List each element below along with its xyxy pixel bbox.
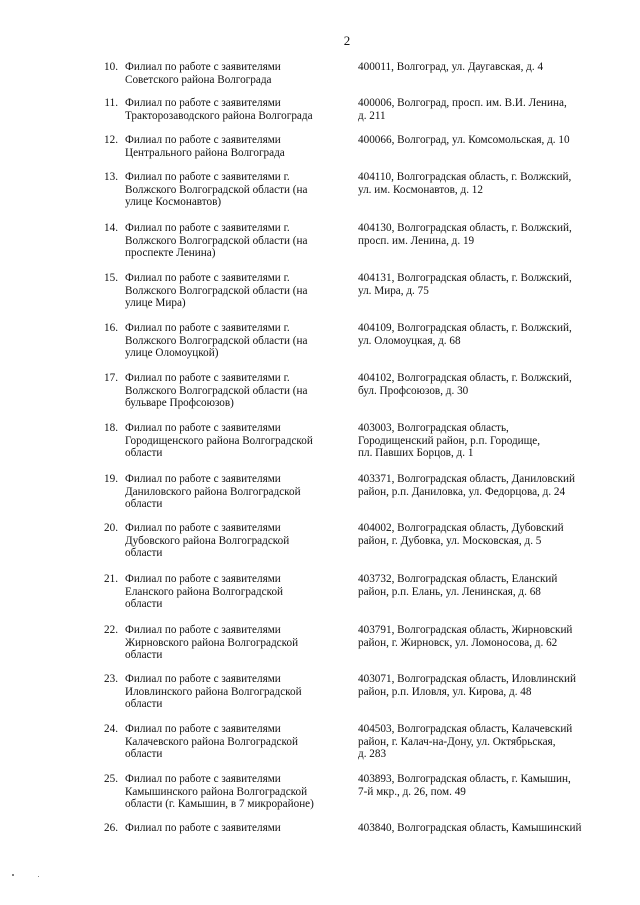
filial-address: [358, 272, 620, 297]
filial-name: [125, 773, 350, 811]
filial-address-line: 404102, Волгоградская область, г. Волжский,: [358, 372, 572, 384]
filial-address-line: 403893, Волгоградская область, г. Камышин,: [358, 773, 571, 785]
filial-name-line: области: [125, 447, 163, 460]
filial-address-line: ул. Оломоуцкая, д. 68: [358, 334, 461, 347]
filial-address-line: Городищенский район, р.п. Городище,: [358, 434, 541, 447]
filial-name-line: области (г. Камышин, в 7 микрорайоне): [125, 798, 314, 811]
filial-name-line: проспекте Ленина): [125, 247, 216, 260]
item-number: 26.: [104, 822, 118, 834]
filial-name-line: Филиал по работе с заявителями г.: [125, 222, 290, 234]
filial-address-line: район, г. Дубовка, ул. Московская, д. 5: [358, 534, 542, 547]
filial-name-line: области: [125, 547, 163, 560]
filial-name: [125, 222, 350, 260]
filial-address-line: 403371, Волгоградская область, Даниловский: [358, 473, 575, 485]
filial-name-line: Даниловского района Волгоградской: [125, 485, 301, 498]
filial-name-line: Советского района Волгограда: [125, 73, 272, 86]
filial-name-line: улице Космонавтов): [125, 196, 222, 209]
item-number: 16.: [104, 322, 118, 334]
filial-address: [358, 97, 620, 122]
filial-address-line: район, р.п. Иловля, ул. Кирова, д. 48: [358, 685, 532, 698]
filial-address: [358, 624, 620, 649]
item-number: 15.: [104, 272, 118, 284]
filial-address-line: 404002, Волгоградская область, Дубовский: [358, 522, 564, 534]
filial-address-line: 403732, Волгоградская область, Еланский: [358, 573, 558, 585]
item-number: 14.: [104, 222, 118, 234]
filial-name-line: области: [125, 698, 163, 711]
filial-name: [125, 723, 350, 761]
filial-name-line: Центрального района Волгограда: [125, 146, 285, 159]
filial-name-line: Филиал по работе с заявителями: [125, 822, 281, 834]
filial-name-line: Калачевского района Волгоградской: [125, 735, 298, 748]
filial-address: [358, 573, 620, 598]
filial-name-line: улице Оломоуцкой): [125, 347, 219, 360]
filial-address-line: 403791, Волгоградская область, Жирновский: [358, 624, 573, 636]
item-number: 22.: [104, 624, 118, 636]
filial-address-line: ул. им. Космонавтов, д. 12: [358, 183, 483, 196]
item-number: 25.: [104, 773, 118, 785]
filial-address: [358, 372, 620, 397]
filial-name: [125, 624, 350, 662]
filial-name: [125, 422, 350, 460]
filial-address-line: 400011, Волгоград, ул. Даугавская, д. 4: [358, 61, 544, 73]
filial-address: [358, 673, 620, 698]
filial-address-line: 400066, Волгоград, ул. Комсомольская, д. 10: [358, 134, 570, 146]
filial-address-line: 404110, Волгоградская область, г. Волжский,: [358, 171, 572, 183]
filial-name: [125, 522, 350, 560]
filial-name-line: Филиал по работе с заявителями: [125, 573, 281, 585]
item-number: 20.: [104, 522, 118, 534]
filial-address: [358, 473, 620, 498]
filial-name: [125, 473, 350, 511]
item-number: 23.: [104, 673, 118, 685]
filial-address-line: район, р.п. Даниловка, ул. Федорцова, д. 24: [358, 485, 566, 498]
page-number: 2: [343, 33, 351, 48]
filial-name: [125, 97, 350, 122]
filial-name-line: Филиал по работе с заявителями: [125, 473, 281, 485]
item-number: 17.: [104, 372, 118, 384]
filial-address-line: 404130, Волгоградская область, г. Волжский,: [358, 222, 572, 234]
filial-name-line: Филиал по работе с заявителями: [125, 522, 281, 534]
filial-address: [358, 322, 620, 347]
filial-address-line: ул. Мира, д. 75: [358, 284, 429, 297]
filial-name-line: Жирновского района Волгоградской: [125, 636, 299, 649]
scan-speck: [12, 874, 14, 876]
filial-address-line: 404109, Волгоградская область, г. Волжский,: [358, 322, 572, 334]
filial-address: [358, 822, 620, 835]
filial-name-line: Филиал по работе с заявителями г.: [125, 322, 290, 334]
filial-name-line: Филиал по работе с заявителями г.: [125, 171, 290, 183]
filial-name-line: Филиал по работе с заявителями: [125, 134, 281, 146]
filial-address-line: район, р.п. Елань, ул. Ленинская, д. 68: [358, 585, 541, 598]
filial-name-line: Дубовского района Волгоградской: [125, 534, 290, 547]
filial-address: [358, 723, 620, 761]
filial-name-line: улице Мира): [125, 297, 186, 310]
filial-name-line: Иловлинского района Волгоградской: [125, 685, 302, 698]
filial-name-line: Волжского Волгоградской области (на: [125, 234, 308, 247]
item-number: 12.: [104, 134, 118, 146]
item-number: 19.: [104, 473, 118, 485]
filial-address: [358, 422, 620, 460]
filial-name-line: Филиал по работе с заявителями: [125, 673, 281, 685]
filial-name: [125, 822, 350, 835]
item-number: 10.: [104, 61, 118, 73]
filial-name-line: Волжского Волгоградской области (на: [125, 183, 308, 196]
item-number: 11.: [104, 97, 118, 109]
filial-address-line: 404503, Волгоградская область, Калачевский: [358, 723, 573, 735]
filial-name: [125, 573, 350, 611]
filial-name-line: области: [125, 748, 163, 761]
filial-name: [125, 322, 350, 360]
filial-address-line: просп. им. Ленина, д. 19: [358, 234, 475, 247]
filial-name-line: Волжского Волгоградской области (на: [125, 284, 308, 297]
filial-name-line: Филиал по работе с заявителями: [125, 723, 281, 735]
filial-name-line: Камышинского района Волгоградской: [125, 785, 308, 798]
filial-address-line: 400006, Волгоград, просп. им. В.И. Ленина,: [358, 97, 567, 109]
filial-address: [358, 222, 620, 247]
filial-name-line: Филиал по работе с заявителями г.: [125, 272, 290, 284]
filial-name-line: Филиал по работе с заявителями: [125, 773, 281, 785]
filial-name-line: Волжского Волгоградской области (на: [125, 384, 308, 397]
scan-speck: [38, 876, 39, 877]
filial-name-line: Тракторозаводского района Волгограда: [125, 109, 313, 122]
item-number: 13.: [104, 171, 118, 183]
item-number: 21.: [104, 573, 118, 585]
filial-address: [358, 522, 620, 547]
filial-address: [358, 61, 620, 74]
filial-address-line: 403840, Волгоградская область, Камышинский: [358, 822, 582, 834]
filial-name: [125, 171, 350, 209]
item-number: 18.: [104, 422, 118, 434]
filial-address: [358, 171, 620, 196]
filial-name-line: бульваре Профсоюзов): [125, 397, 234, 410]
filial-name: [125, 272, 350, 310]
filial-name-line: Филиал по работе с заявителями: [125, 97, 281, 109]
filial-address-line: 404131, Волгоградская область, г. Волжский,: [358, 272, 572, 284]
filial-address-line: бул. Профсоюзов, д. 30: [358, 384, 469, 397]
filial-name-line: Волжского Волгоградской области (на: [125, 334, 308, 347]
filial-name-line: Филиал по работе с заявителями: [125, 422, 281, 434]
filial-address: [358, 773, 620, 798]
filial-address-line: пл. Павших Борцов, д. 1: [358, 447, 474, 460]
filial-address-line: д. 283: [358, 748, 387, 761]
filial-name-line: Городищенского района Волгоградской: [125, 434, 313, 447]
filial-address-line: 403003, Волгоградская область,: [358, 422, 509, 434]
filial-name-line: Филиал по работе с заявителями: [125, 624, 281, 636]
filial-name: [125, 61, 350, 86]
filial-name-line: области: [125, 598, 163, 611]
filial-name-line: Филиал по работе с заявителями г.: [125, 372, 290, 384]
filial-name: [125, 372, 350, 410]
filial-name: [125, 134, 350, 159]
filial-name-line: Филиал по работе с заявителями: [125, 61, 281, 73]
filial-address: [358, 134, 620, 147]
filial-name-line: Еланского района Волгоградской: [125, 585, 284, 598]
filial-name-line: области: [125, 649, 163, 662]
filial-name: [125, 673, 350, 711]
filial-address-line: 403071, Волгоградская область, Иловлинский: [358, 673, 576, 685]
filial-address-line: д. 211: [358, 109, 386, 122]
item-number: 24.: [104, 723, 118, 735]
filial-address-line: район, г. Калач-на-Дону, ул. Октябрьская,: [358, 735, 556, 748]
filial-address-line: 7-й мкр., д. 26, пом. 49: [358, 785, 466, 798]
filial-address-line: район, г. Жирновск, ул. Ломоносова, д. 62: [358, 636, 558, 649]
filial-name-line: области: [125, 498, 163, 511]
